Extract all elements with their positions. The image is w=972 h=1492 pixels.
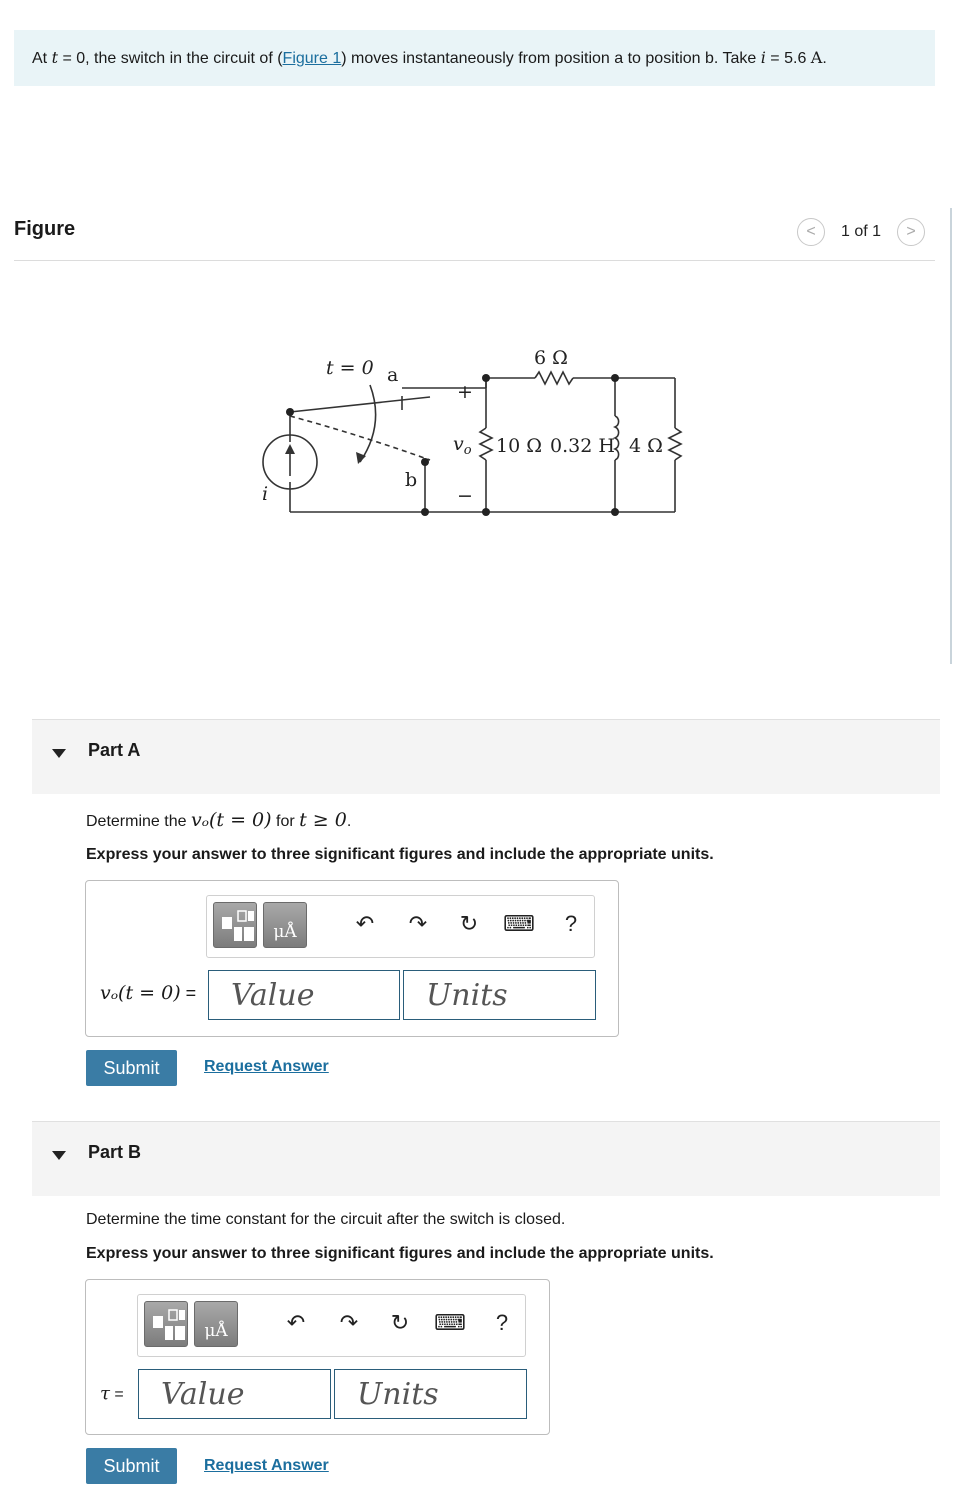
redo-icon: ↷ bbox=[339, 1310, 359, 1335]
part-a-units-input[interactable]: Units bbox=[403, 970, 596, 1020]
units-icon: μÅ bbox=[204, 1321, 228, 1341]
node-top-left bbox=[482, 374, 490, 382]
next-figure-button[interactable] bbox=[897, 218, 925, 246]
figure-1-link[interactable]: Figure 1 bbox=[282, 50, 342, 67]
i-variable: i bbox=[760, 48, 766, 67]
templates-button[interactable] bbox=[213, 902, 257, 948]
redo-icon: ↷ bbox=[408, 911, 428, 936]
figure-page-count: 1 of 1 bbox=[841, 223, 882, 240]
node-b-bottom bbox=[421, 508, 429, 516]
part-a-request-answer-link[interactable]: Request Answer bbox=[204, 1058, 329, 1075]
problem-statement bbox=[14, 30, 935, 86]
templates-icon bbox=[145, 1302, 189, 1348]
part-b-math-toolbar bbox=[137, 1294, 526, 1357]
keyboard-button[interactable] bbox=[435, 1308, 465, 1338]
resistor-6-label: 6 Ω bbox=[534, 347, 568, 369]
vo-plus-sign: + bbox=[457, 381, 473, 403]
inductor-label: 0.32 H bbox=[550, 435, 615, 457]
part-a-title: Part A bbox=[88, 740, 141, 760]
vo-minus-sign: − bbox=[457, 485, 473, 507]
resistor-10-icon bbox=[480, 428, 492, 460]
part-a-header[interactable] bbox=[32, 720, 940, 794]
resistor-6-icon bbox=[535, 372, 573, 384]
prev-figure-button[interactable] bbox=[797, 218, 825, 246]
source-arrow-head bbox=[285, 444, 295, 454]
units-button[interactable] bbox=[263, 902, 307, 948]
redo-button[interactable] bbox=[403, 909, 433, 939]
resistor-10-label: 10 Ω bbox=[496, 435, 542, 457]
redo-button[interactable] bbox=[334, 1308, 364, 1338]
circuit-diagram bbox=[250, 340, 700, 530]
node-bottom-left bbox=[482, 508, 490, 516]
keyboard-icon: ⌨ bbox=[434, 1310, 466, 1335]
chevron-left-icon: < bbox=[806, 223, 816, 240]
undo-button[interactable] bbox=[281, 1308, 311, 1338]
help-button[interactable] bbox=[556, 909, 586, 939]
position-a-label: a bbox=[387, 364, 399, 386]
chevron-right-icon: > bbox=[906, 223, 916, 240]
part-b-value-input[interactable]: Value bbox=[138, 1369, 331, 1419]
position-b-label: b bbox=[405, 469, 418, 491]
part-b-units-input[interactable]: Units bbox=[334, 1369, 527, 1419]
part-a-question: Determine the vₒ(t = 0) for t ≥ 0. bbox=[86, 809, 352, 831]
part-b-header[interactable] bbox=[32, 1122, 940, 1196]
switch-time-label: t = 0 bbox=[326, 357, 374, 379]
undo-icon: ↶ bbox=[286, 1310, 306, 1335]
node-b bbox=[421, 458, 429, 466]
switch-dashed-path bbox=[290, 416, 430, 460]
part-a-value-input[interactable]: Value bbox=[208, 970, 400, 1020]
part-b-instruction: Express your answer to three significant figures and include the appropriate units. bbox=[86, 1245, 714, 1262]
units-icon: μÅ bbox=[273, 922, 297, 942]
part-a-variable-label: vₒ(t = 0) = bbox=[100, 982, 197, 1004]
part-b-submit-button[interactable]: Submit bbox=[86, 1448, 177, 1484]
node-bottom-right bbox=[611, 508, 619, 516]
keyboard-button[interactable] bbox=[504, 909, 534, 939]
undo-button[interactable] bbox=[350, 909, 380, 939]
templates-button[interactable] bbox=[144, 1301, 188, 1347]
part-b-request-answer-link[interactable]: Request Answer bbox=[204, 1457, 329, 1474]
figure-pager bbox=[797, 218, 925, 246]
help-icon: ? bbox=[564, 911, 578, 936]
switch-blade bbox=[290, 397, 430, 412]
node-top-right bbox=[611, 374, 619, 382]
part-b-answer-box bbox=[85, 1279, 550, 1435]
prompt-text: At t = 0, the switch in the circuit of (Figure 1) moves instantaneously from position a to position b. Take i = 5.6 A. bbox=[32, 48, 827, 67]
part-a-math-toolbar bbox=[206, 895, 595, 958]
units-button[interactable] bbox=[194, 1301, 238, 1347]
inductor-icon bbox=[615, 416, 619, 460]
templates-icon bbox=[214, 903, 258, 949]
part-a-instruction: Express your answer to three significant figures and include the appropriate units. bbox=[86, 846, 714, 863]
part-a-submit-button[interactable]: Submit bbox=[86, 1050, 177, 1086]
part-a-answer-box bbox=[85, 880, 619, 1037]
reset-button[interactable] bbox=[454, 909, 484, 939]
undo-icon: ↶ bbox=[355, 911, 375, 936]
figure-divider bbox=[14, 260, 935, 261]
switch-pivot-node bbox=[286, 408, 294, 416]
caret-down-icon[interactable] bbox=[52, 749, 66, 758]
t-variable: t bbox=[51, 48, 58, 67]
reset-icon: ↻ bbox=[390, 1310, 410, 1335]
figure-title: Figure bbox=[14, 218, 76, 240]
figure-scrollbar[interactable] bbox=[950, 208, 952, 664]
caret-down-icon[interactable] bbox=[52, 1151, 66, 1160]
resistor-4-label: 4 Ω bbox=[629, 435, 663, 457]
reset-icon: ↻ bbox=[459, 911, 479, 936]
part-b-variable-label: τ = bbox=[100, 1383, 124, 1404]
part-b-title: Part B bbox=[88, 1142, 142, 1162]
help-icon: ? bbox=[495, 1310, 509, 1335]
source-current-label: i bbox=[262, 483, 269, 505]
resistor-4-icon bbox=[669, 428, 681, 460]
unit-amp: A bbox=[810, 48, 823, 67]
help-button[interactable] bbox=[487, 1308, 517, 1338]
keyboard-icon: ⌨ bbox=[503, 911, 535, 936]
switch-motion-arc bbox=[360, 385, 376, 462]
part-b-question: Determine the time constant for the circuit after the switch is closed. bbox=[86, 1211, 566, 1228]
vo-voltage-label: $v_o$ bbox=[453, 433, 472, 458]
reset-button[interactable] bbox=[385, 1308, 415, 1338]
